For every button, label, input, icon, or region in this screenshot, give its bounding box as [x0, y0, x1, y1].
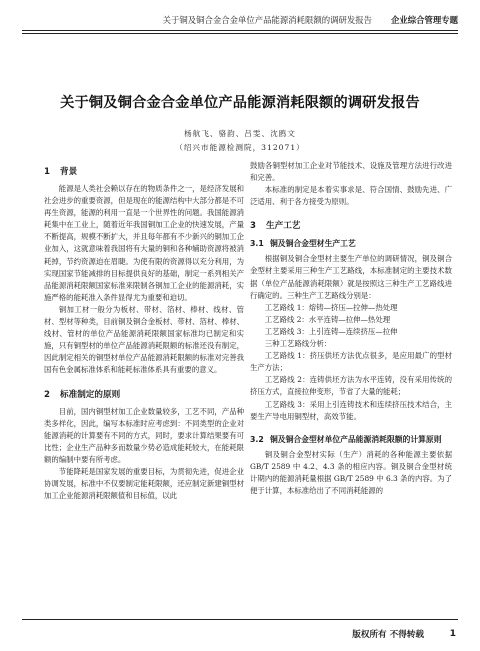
footer-rule — [22, 619, 458, 620]
section-heading-2: 2 标准制定的原则 — [44, 389, 121, 400]
paragraph: 节能降耗是国家发展的重要目标，为贯彻先进，促进企业协调发展，标准中不仅要制定能耗限额，还应制定新建铜型材加工企业能源消耗限额值和目标值，以此 — [44, 466, 244, 501]
left-column — [44, 160, 244, 502]
analysis-label: 三种工艺路线分析： — [264, 339, 332, 349]
subsection-heading-3-2: 3.2 铜及铜合金型材单位产品能源消耗限额的计算原则 — [250, 434, 442, 444]
right-column — [250, 160, 452, 497]
route-analysis: 工艺路线 2：连铸供坯方法为水平连铸，没有采用传统的挤压方式，直接拉伸变形，节省了大量的能耗； — [250, 375, 452, 397]
process-route: 工艺路线 2：水平连铸—拉伸—热处理 — [264, 314, 391, 324]
route-analysis: 工艺路线 1：挤压供坯方法优点很多，是应用最广的型材生产方法； — [250, 351, 452, 373]
paragraph: 本标准的制定是本着实事求是、符合国情、鼓励先进、广泛适用、利于各方接受为原则。 — [250, 185, 452, 207]
header-rule — [22, 30, 458, 31]
paragraph: 铜及铜合金型材实际（生产）消耗的各种能源主要依据 GB/T 2589 中 4.2、4.3 条的相应内容。铜及铜合金型材统计期内的能源消耗量根据 GB/T 2589 中 6.3 条的内容。为了便于计算，本标准给出了不同消耗能源的 — [250, 449, 452, 495]
paragraph: 能源是人类社会赖以存在的物质条件之一，是经济发展和社会进步的重要资源，但是现在的能源结构中大部分都是不可再生资源，能源的利用一直是一个世界性的问题。我国能源消耗集中在工业上，随着近年我国铜加工企业的快速发展，产量不断提高，规模不断扩大，并且每年都有不少新兴的铜加工企业加入，这就意味着我国将有大量的铜和各种辅助资源将被消耗掉，节约资源迫在眉睫。为使有限的资源得以充分利用，为实现国家节能减排的目标提供良好的基础，制定一系列相关产品能源消耗限额国家标准来限制各铜加工企业的能源消耗，实施严格的能耗准入条件显得尤为重要和迫切。 — [44, 184, 244, 302]
process-route: 工艺路线 1：熔铸—挤压—拉伸—热处理 — [264, 302, 398, 312]
paragraph: 铜加工材一般分为板材、带材、箔材、棒材、线材、管材、型材等种类，目前铜及铜合金板材、带材、箔材、棒材、线材、管材的单位产品能源消耗限额国家标准均已制定和实施，只有铜型材的单位产品能源消耗限额的标准还没有制定，因此制定相关的铜型材单位产品能源消耗限额的标准对完善我国有色金属标准体系和能耗标准体系具有重要的意义。 — [44, 304, 244, 375]
affiliation: （绍兴市能源检测院，312071） — [175, 143, 305, 152]
paragraph: 目前，国内铜型材加工企业数量较多，工艺不同，产品种类多样化，因此，编写本标准时应考虑到：不同类型的企业对能源消耗的计算要有不同的方式，同时，要求计算结果要有可比性；企业生产品种多而数量少势必造成能耗较大，在能耗限额的编制中要有所考虑。 — [44, 406, 244, 464]
copyright-notice: 版权所有 不得转载 — [352, 630, 424, 640]
paragraph: 根据铜及铜合金型材主要生产单位的调研情况，铜及铜合金型材主要采用三种生产工艺路线，本标准制定的主要技术数据（单位产品能源消耗限额）就是按照这三种生产工艺路线进行确定的。三种生产工艺路线分别是： — [250, 254, 452, 300]
paragraph: 鼓励各铜型材加工企业对节能技术、设施及管理方法进行改进和完善。 — [250, 161, 452, 183]
process-route: 工艺路线 3：上引连铸—连续挤压—拉伸 — [264, 326, 398, 336]
section-heading-3: 3 生产工艺 — [250, 221, 301, 232]
section-heading-1: 1 背景 — [44, 167, 78, 177]
route-analysis: 工艺路线 3：采用上引连铸技术和连续挤压技术结合，主要生产导电用铜型材，高效节能。 — [250, 399, 452, 421]
column-name: 企业综合管理专题 — [391, 15, 458, 25]
article-title: 关于铜及铜合金合金单位产品能源消耗限额的调研发报告 — [60, 95, 420, 111]
subsection-heading-3-1: 3.1 铜及铜合金型材生产工艺 — [250, 239, 356, 249]
header-rule-thin — [22, 33, 458, 34]
page-number: 1 — [449, 628, 456, 639]
author-list: 杨航飞、骆韵、吕雯、沈鸥文 — [184, 129, 296, 138]
running-title: 关于铜及铜合金合金单位产品能源消耗限额的调研发报告 — [162, 15, 372, 25]
